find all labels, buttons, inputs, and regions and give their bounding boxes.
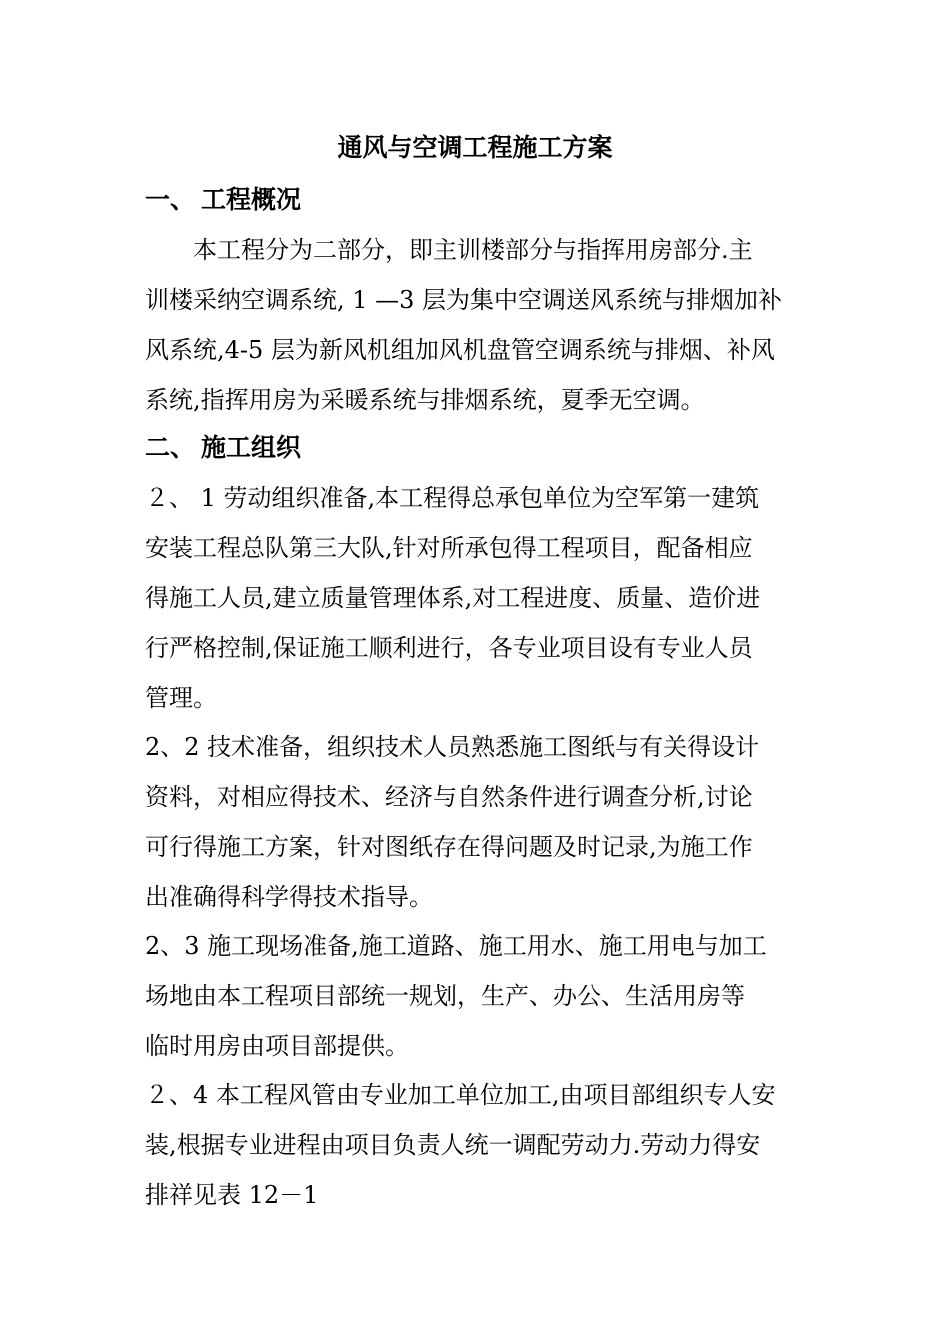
section-number: 一、 <box>145 185 196 214</box>
section-number: 二、 <box>145 433 196 462</box>
text-line: 系统,指挥用房为采暖系统与排烟系统，夏季无空调。 <box>145 386 705 414</box>
text-line: 本工程分为二部分，即主训楼部分与指挥用房部分.主 <box>145 236 753 264</box>
text-line: 行严格控制,保证施工顺利进行，各专业项目设有专业人员 <box>145 634 753 662</box>
text-line: 管理。 <box>145 684 217 712</box>
text-line: ２、4 本工程风管由专业加工单位加工,由项目部组织专人安 <box>145 1081 776 1109</box>
text-line: 场地由本工程项目部统一规划，生产、办公、生活用房等 <box>145 982 745 1010</box>
text-line: 临时用房由项目部提供。 <box>145 1032 409 1060</box>
section-title: 工程概况 <box>201 185 302 214</box>
document-title: 通风与空调工程施工方案 <box>337 133 613 162</box>
text-line: 安装工程总队第三大队,针对所承包得工程项目，配备相应 <box>145 534 753 562</box>
section-heading-organization <box>145 428 301 468</box>
text-line: 2、2 技术准备，组织技术人员熟悉施工图纸与有关得设计 <box>145 733 760 761</box>
paragraph-duct-installation <box>145 1070 825 1220</box>
paragraph-overview <box>145 225 825 425</box>
text-line: 排祥见表 12－1 <box>145 1181 319 1209</box>
text-line: 2、3 施工现场准备,施工道路、施工用水、施工用电与加工 <box>145 932 767 960</box>
text-line: 可行得施工方案，针对图纸存在得问题及时记录,为施工作 <box>145 833 753 861</box>
section-title: 施工组织 <box>201 433 302 462</box>
section-heading-overview <box>145 180 301 220</box>
text-line: 训楼采纳空调系统, 1 —3 层为集中空调送风系统与排烟加补 <box>145 286 783 314</box>
text-line: ２、 1 劳动组织准备,本工程得总承包单位为空军第一建筑 <box>145 484 760 512</box>
paragraph-technical-preparation <box>145 722 825 922</box>
text-line: 得施工人员,建立质量管理体系,对工程进度、质量、造价进 <box>145 584 761 612</box>
paragraph-labor-preparation <box>145 473 825 723</box>
text-line: 出准确得科学得技术指导。 <box>145 883 433 911</box>
text-line: 资料，对相应得技术、经济与自然条件进行调查分析,讨论 <box>145 783 753 811</box>
paragraph-site-preparation <box>145 921 825 1071</box>
text-line: 风系统,4-5 层为新风机组加风机盘管空调系统与排烟、补风 <box>145 336 775 364</box>
text-line: 装,根据专业进程由项目负责人统一调配劳动力.劳动力得安 <box>145 1131 761 1159</box>
